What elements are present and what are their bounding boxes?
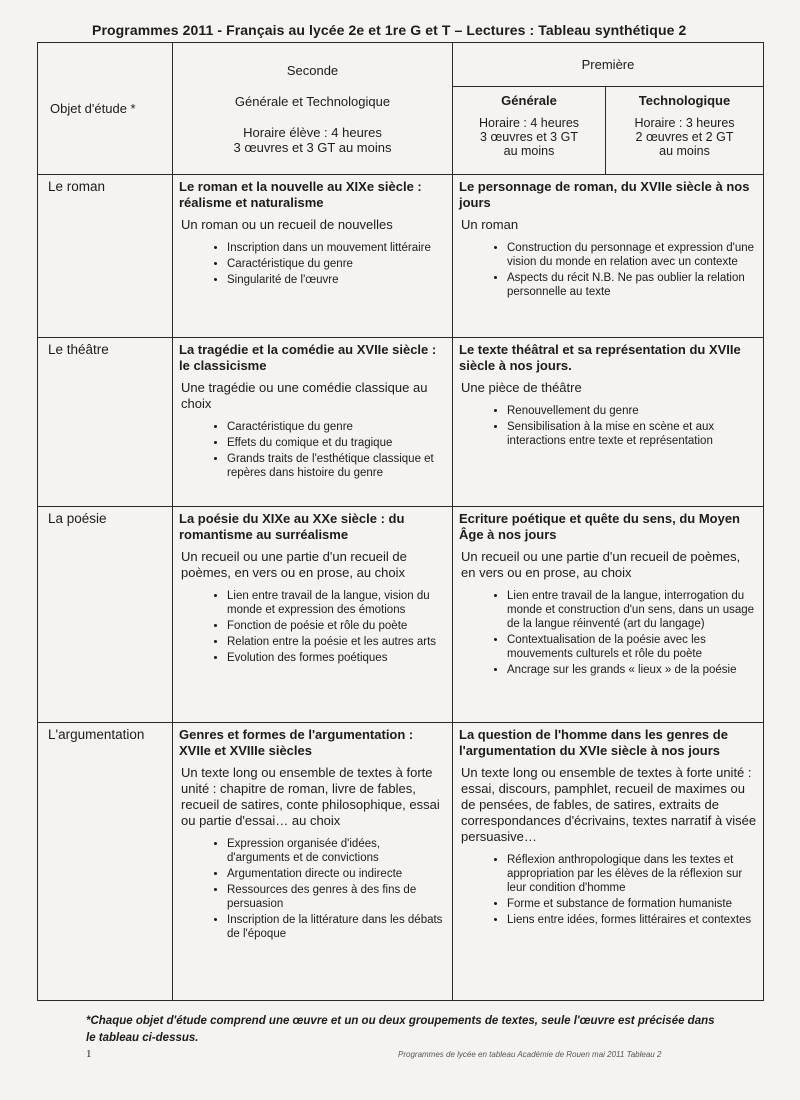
list-item: • Fonction de poésie et rôle du poète — [227, 619, 446, 633]
cell-seconde-roman — [173, 175, 453, 338]
list-item: • Argumentation directe ou indirecte — [227, 867, 446, 881]
table-row — [38, 723, 764, 1001]
header-objet: Objet d'étude * — [38, 43, 173, 175]
header-premiere-technologique: Technologique Horaire : 3 heures 2 œuvres et 2 GT au moins — [606, 87, 764, 175]
list-item: • Evolution des formes poétiques — [227, 651, 446, 665]
seconde-oeuvres: 3 œuvres et 3 GT au moins — [233, 140, 392, 155]
seconde-argumentation-lead: Un texte long ou ensemble de textes à forte unité : chapitre de roman, livre de fables, recueil de satires, conte philosophique, essai ou partie d'essai… au choix — [181, 765, 440, 828]
header-row-top — [38, 43, 764, 87]
list-item: • Aspects du récit N.B. Ne pas oublier la relation personnelle au texte — [507, 271, 757, 299]
seconde-theatre-title: La tragédie et la comédie au XVIIe siècle : le classicisme — [179, 342, 437, 373]
list-item: • Forme et substance de formation humaniste — [507, 897, 757, 911]
list-item: • Expression organisée d'idées, d'arguments et de convictions — [227, 837, 446, 865]
table-row — [38, 175, 764, 338]
objet-argumentation: L'argumentation — [38, 723, 173, 1001]
seconde-roman-points — [179, 241, 446, 287]
table-row — [38, 338, 764, 507]
cell-premiere-argumentation — [453, 723, 764, 1001]
cell-premiere-poesie — [453, 507, 764, 723]
header-premiere-generale: Générale Horaire : 4 heures 3 œuvres et 3 GT au moins — [453, 87, 606, 175]
header-seconde — [173, 43, 453, 175]
seconde-theatre-lead: Une tragédie ou une comédie classique au choix — [181, 380, 428, 411]
premiere-roman-lead: Un roman — [461, 217, 519, 232]
objet-poesie: La poésie — [38, 507, 173, 723]
seconde-poesie-title: La poésie du XIXe au XXe siècle : du romantisme au surréalisme — [179, 511, 405, 542]
premiere-roman-points — [459, 241, 757, 299]
list-item: • Ressources des genres à des fins de persuasion — [227, 883, 446, 911]
premiere-roman-title: Le personnage de roman, du XVIIe siècle à nos jours — [459, 179, 750, 210]
cell-seconde-poesie — [173, 507, 453, 723]
cell-seconde-argumentation — [173, 723, 453, 1001]
premiere-argumentation-points — [459, 853, 757, 927]
objet-roman: Le roman — [38, 175, 173, 338]
cell-premiere-roman — [453, 175, 764, 338]
page-title: Programmes 2011 - Français au lycée 2e et 1re G et T – Lectures : Tableau synthétique 2 — [92, 22, 687, 38]
premiere-theatre-title: Le texte théâtral et sa représentation du XVIIe siècle à nos jours. — [459, 342, 741, 373]
list-item: • Liens entre idées, formes littéraires et contextes — [507, 913, 757, 927]
seconde-argumentation-title: Genres et formes de l'argumentation : XVIIe et XVIIIe siècles — [179, 727, 414, 758]
seconde-roman-lead: Un roman ou un recueil de nouvelles — [181, 217, 393, 232]
list-item: • Construction du personnage et expression d'une vision du monde en relation avec un contexte — [507, 241, 757, 269]
premiere-argumentation-lead: Un texte long ou ensemble de textes à forte unité : essai, discours, pamphlet, recueil de maximes ou de pensées, de fables, de satires, extraits de correspondances d'écrivains, textes narratif à visée persuasive… — [461, 765, 757, 844]
list-item: • Effets du comique et du tragique — [227, 436, 446, 450]
header-premiere: Première — [453, 43, 764, 87]
footer-credit: Programmes de lycée en tableau Académie de Rouen mai 2011 Tableau 2 — [398, 1050, 662, 1059]
page-number: 1 — [86, 1048, 92, 1060]
premiere-poesie-points — [459, 589, 757, 677]
footnote: *Chaque objet d'étude comprend une œuvre et un ou deux groupements de textes, seule l'œuvre est précisée dans le tableau ci-dessus. — [86, 1015, 715, 1044]
premiere-theatre-points — [459, 404, 757, 448]
list-item: • Lien entre travail de la langue, vision du monde et expression des émotions — [227, 589, 446, 617]
list-item: • Caractéristique du genre — [227, 257, 446, 271]
seconde-roman-title: Le roman et la nouvelle au XIXe siècle : réalisme et naturalisme — [179, 179, 422, 210]
seconde-horaire: Horaire élève : 4 heures — [243, 125, 382, 140]
cell-seconde-theatre — [173, 338, 453, 507]
list-item: • Caractéristique du genre — [227, 420, 446, 434]
list-item: • Renouvellement du genre — [507, 404, 757, 418]
seconde-argumentation-points — [179, 837, 446, 941]
list-item: • Inscription de la littérature dans les débats de l'époque — [227, 913, 446, 941]
seconde-label: Seconde — [286, 63, 339, 78]
premiere-theatre-lead: Une pièce de théâtre — [461, 380, 582, 395]
list-item: • Relation entre la poésie et les autres arts — [227, 635, 446, 649]
list-item: • Inscription dans un mouvement littéraire — [227, 241, 446, 255]
list-item: • Sensibilisation à la mise en scène et aux interactions entre texte et représentation — [507, 420, 757, 448]
list-item: • Grands traits de l'esthétique classique et repères dans histoire du genre — [227, 452, 446, 480]
list-item: • Singularité de l'œuvre — [227, 273, 446, 287]
seconde-theatre-points — [179, 420, 446, 480]
list-item: • Contextualisation de la poésie avec les mouvements culturels et rôle du poète — [507, 633, 757, 661]
seconde-poesie-points — [179, 589, 446, 665]
premiere-poesie-title: Ecriture poétique et quête du sens, du Moyen Âge à nos jours — [459, 511, 740, 542]
list-item: • Réflexion anthropologique dans les textes et appropriation par les élèves de la réflexion sur leur condition d'homme — [507, 853, 757, 895]
seconde-poesie-lead: Un recueil ou une partie d'un recueil de poèmes, en vers ou en prose, au choix — [181, 549, 407, 580]
premiere-argumentation-title: La question de l'homme dans les genres de l'argumentation du XVIe siècle à nos jours — [459, 727, 728, 758]
seconde-sub: Générale et Technologique — [234, 94, 391, 109]
table-row — [38, 507, 764, 723]
synthesis-table — [37, 42, 764, 1001]
list-item: • Lien entre travail de la langue, interrogation du monde et construction d'un sens, dans un usage de la langue réinventé (art du langage) — [507, 589, 757, 631]
cell-premiere-theatre — [453, 338, 764, 507]
objet-theatre: Le théâtre — [38, 338, 173, 507]
premiere-poesie-lead: Un recueil ou une partie d'un recueil de poèmes, en vers ou en prose, au choix — [461, 549, 741, 580]
list-item: • Ancrage sur les grands « lieux » de la poésie — [507, 663, 757, 677]
